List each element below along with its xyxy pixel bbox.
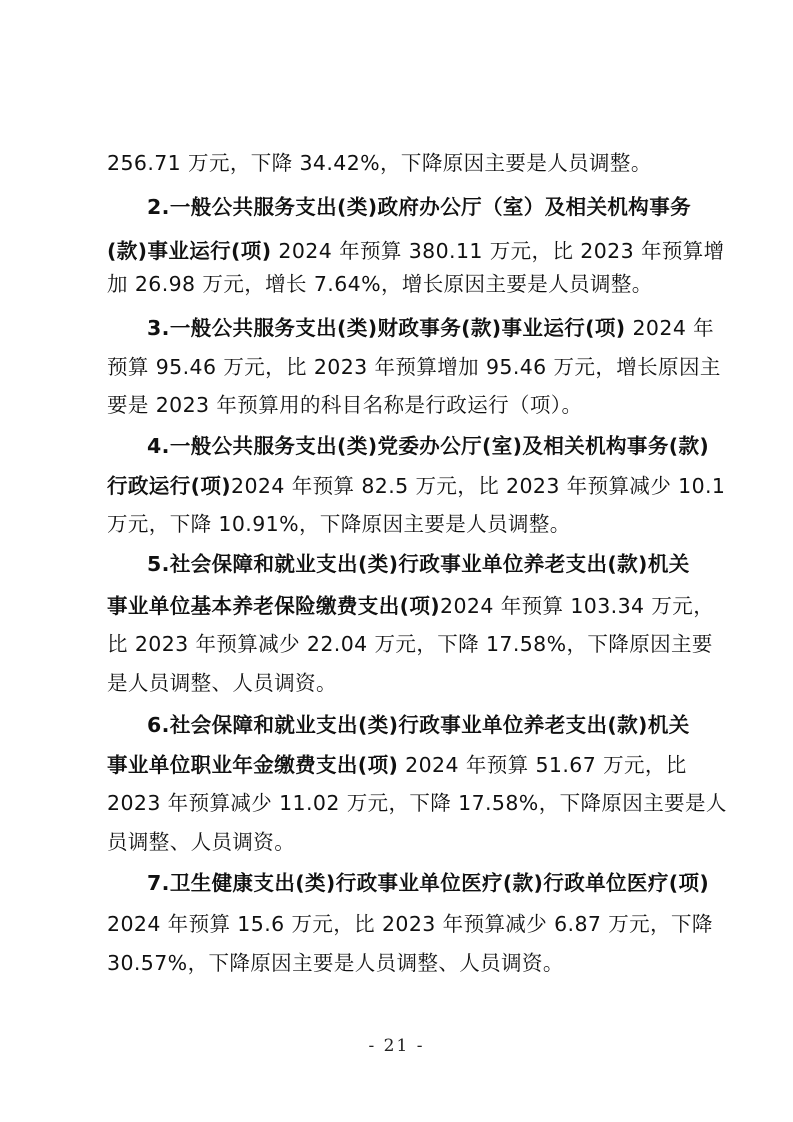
body-text: 万元，下降 10.91%，下降原因主要是人员调整。 xyxy=(107,512,571,536)
paragraph-line xyxy=(0,314,793,342)
item-heading: (款)事业运行(项) xyxy=(107,239,272,263)
item-heading: 行政运行(项) xyxy=(107,474,232,498)
item-heading: 2.一般公共服务支出(类)政府办公厅（室）及相关机构事务 xyxy=(147,195,691,219)
paragraph-line xyxy=(0,550,793,578)
paragraph-line xyxy=(0,237,793,265)
paragraph-line xyxy=(0,592,793,620)
item-heading: 3.一般公共服务支出(类)财政事务(款)事业运行(项) xyxy=(147,316,626,340)
body-text: 加 26.98 万元，增长 7.64%，增长原因主要是人员调整。 xyxy=(107,272,653,296)
body-text: 员调整、人员调资。 xyxy=(107,830,296,854)
item-heading: 4.一般公共服务支出(类)党委办公厅(室)及相关机构事务(款) xyxy=(147,434,710,458)
body-text: 2023 年预算减少 11.02 万元，下降 17.58%，下降原因主要是人 xyxy=(107,791,727,815)
body-text: 256.71 万元，下降 34.42%，下降原因主要是人员调整。 xyxy=(107,151,652,175)
paragraph-line xyxy=(0,789,793,817)
paragraph-line xyxy=(0,432,793,460)
item-heading: 6.社会保障和就业支出(类)行政事业单位养老支出(款)机关 xyxy=(147,713,690,737)
paragraph-line xyxy=(0,711,793,739)
body-text: 预算 95.46 万元，比 2023 年预算增加 95.46 万元，增长原因主 xyxy=(107,355,721,379)
paragraph-line xyxy=(0,149,793,177)
body-text: 2024 年预算 103.34 万元， xyxy=(440,594,715,618)
body-text: 2024 年预算 82.5 万元，比 2023 年预算减少 10.1 xyxy=(231,474,726,498)
body-text: 是人员调整、人员调资。 xyxy=(107,671,337,695)
paragraph-line xyxy=(0,193,793,221)
body-text: 2024 年 xyxy=(625,316,715,340)
item-heading: 5.社会保障和就业支出(类)行政事业单位养老支出(款)机关 xyxy=(147,552,690,576)
paragraph-line xyxy=(0,910,793,938)
paragraph-line xyxy=(0,510,793,538)
body-text: 比 2023 年预算减少 22.04 万元，下降 17.58%，下降原因主要 xyxy=(107,632,713,656)
paragraph-line xyxy=(0,669,793,697)
body-text: 2024 年预算 380.11 万元，比 2023 年预算增 xyxy=(271,239,725,263)
paragraph-line xyxy=(0,391,793,419)
paragraph-line xyxy=(0,353,793,381)
paragraph-line xyxy=(0,751,793,779)
body-text: 2024 年预算 51.67 万元，比 xyxy=(398,753,687,777)
paragraph-line xyxy=(0,949,793,977)
paragraph-line xyxy=(0,630,793,658)
page-number: - 21 - xyxy=(368,1036,425,1056)
item-heading: 7.卫生健康支出(类)行政事业单位医疗(款)行政单位医疗(项) xyxy=(147,871,710,895)
body-text: 30.57%，下降原因主要是人员调整、人员调资。 xyxy=(107,951,564,975)
paragraph-line xyxy=(0,472,793,500)
item-heading: 事业单位职业年金缴费支出(项) xyxy=(107,753,399,777)
body-text: 2024 年预算 15.6 万元，比 2023 年预算减少 6.87 万元，下降 xyxy=(107,912,713,936)
paragraph-line xyxy=(0,270,793,298)
paragraph-line xyxy=(0,828,793,856)
paragraph-line xyxy=(0,869,793,897)
body-text: 要是 2023 年预算用的科目名称是行政运行（项）。 xyxy=(107,393,583,417)
item-heading: 事业单位基本养老保险缴费支出(项) xyxy=(107,594,441,618)
